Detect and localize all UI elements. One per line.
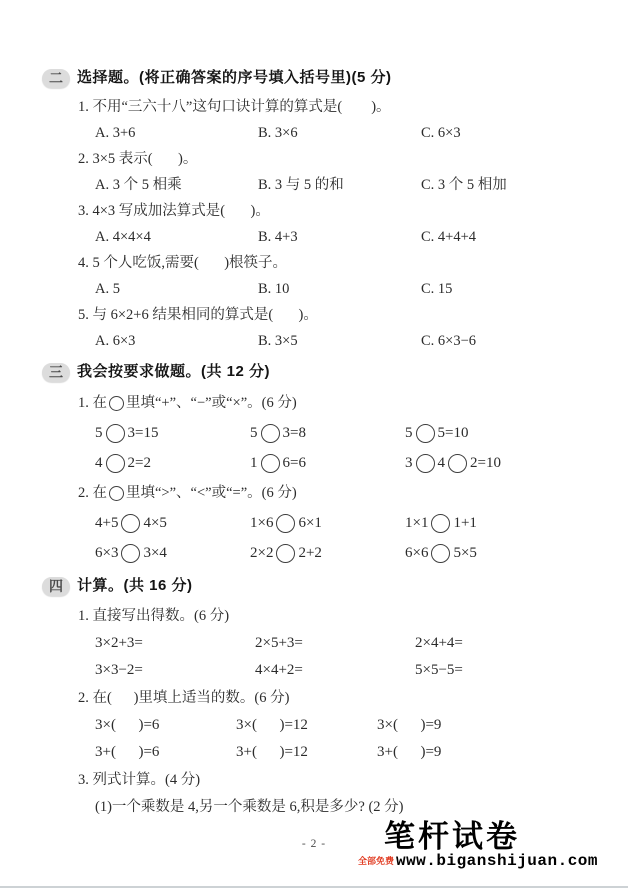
math-expression: 3×( )=6 — [95, 717, 160, 733]
expression-text: 3=8 — [282, 425, 306, 441]
math-expression — [250, 538, 405, 568]
math-expression — [405, 418, 468, 448]
fill-circle — [448, 454, 467, 473]
expression-text: 1×6 — [250, 515, 274, 531]
brand-logo-text: 笔杆试卷 — [383, 819, 520, 854]
expression-row — [95, 538, 604, 568]
option-a: A. 5 — [95, 281, 120, 297]
expression-text: 2×2 — [250, 545, 274, 561]
expression-text: 5 — [250, 425, 258, 441]
option-a: A. 6×3 — [95, 333, 136, 349]
expression-row — [95, 657, 604, 684]
expression-text: 2=10 — [470, 455, 501, 471]
math-expression: 3×3−2= — [95, 662, 143, 678]
option-c: C. 4+4+4 — [421, 229, 477, 245]
options-row — [95, 328, 604, 354]
page-number: - 2 - — [301, 838, 327, 850]
fill-circle — [106, 454, 125, 473]
expression-text: 3=15 — [127, 425, 159, 441]
expression-row — [95, 418, 604, 448]
question-4 — [42, 250, 604, 302]
fill-circle — [416, 454, 435, 473]
expression-text: 1 — [250, 455, 258, 471]
subquestion-label: 3. 列式计算。(4 分) — [78, 772, 201, 788]
worksheet-content — [42, 66, 604, 827]
expression-row — [95, 630, 604, 657]
expression-text: 5 — [95, 425, 103, 441]
expression-text: 1+1 — [453, 515, 477, 531]
expression-row — [95, 448, 604, 478]
expression-text: 3 — [405, 455, 413, 471]
expression-text: 2=2 — [127, 455, 151, 471]
question-stem: 2. 3×5 表示( )。 — [78, 151, 198, 167]
options-row — [95, 120, 604, 146]
math-expression — [250, 448, 405, 478]
free-badge: 全部免费 — [357, 856, 394, 866]
option-c: C. 6×3 — [421, 125, 461, 141]
math-expression — [95, 508, 250, 538]
expression-row — [95, 712, 604, 739]
subquestion-label — [78, 388, 604, 418]
math-expression: 3×( )=12 — [236, 717, 308, 733]
expression-text: 6×3 — [95, 545, 119, 561]
question-stem: 4. 5 个人吃饭,需要( )根筷子。 — [78, 255, 288, 271]
math-expression: 5×5−5= — [415, 662, 463, 678]
subquestion-label: 2. 在( )里填上适当的数。(6 分) — [78, 690, 290, 706]
section-title: 我会按要求做题。(共 12 分) — [77, 363, 271, 380]
section-title: 选择题。(将正确答案的序号填入括号里)(5 分) — [77, 69, 392, 86]
math-expression — [405, 508, 477, 538]
expression-row — [95, 739, 604, 766]
expression-text: 4 — [95, 455, 103, 471]
question-stem: 1. 不用“三六十八”这句口诀计算的算式是( )。 — [78, 99, 391, 115]
question-stem: 5. 与 6×2+6 结果相同的算式是( )。 — [78, 307, 318, 323]
section-header — [42, 574, 604, 598]
expression-text: 6=6 — [282, 455, 306, 471]
option-c: C. 15 — [421, 281, 453, 297]
label-suffix: 里填“+”、“−”或“×”。(6 分) — [126, 395, 297, 411]
math-expression: 3+( )=6 — [95, 744, 160, 760]
fill-circle — [431, 544, 450, 563]
section-calculation — [42, 574, 604, 821]
expression-row — [95, 508, 604, 538]
option-b: B. 3×6 — [258, 125, 298, 141]
expression-text: 3×4 — [143, 545, 167, 561]
site-watermark — [358, 820, 598, 870]
math-expression — [250, 508, 405, 538]
section-fill-circles — [42, 360, 604, 568]
option-b: B. 3 与 5 的和 — [258, 177, 344, 193]
math-expression — [95, 418, 250, 448]
expression-text: 6×1 — [298, 515, 322, 531]
fill-circle-icon — [109, 486, 124, 501]
math-expression: 2×4+4= — [415, 635, 463, 651]
math-expression — [95, 448, 250, 478]
math-expression: 3+( )=12 — [236, 744, 308, 760]
fill-circle — [276, 544, 295, 563]
question-2 — [42, 146, 604, 198]
expression-text: 4+5 — [95, 515, 119, 531]
section-title: 计算。(共 16 分) — [77, 577, 193, 594]
math-expression: 3×( )=9 — [377, 717, 442, 733]
option-c: C. 6×3−6 — [421, 333, 477, 349]
expression-text: 6×6 — [405, 545, 429, 561]
subquestion-label — [78, 478, 604, 508]
section-number-badge: 二 — [42, 69, 70, 88]
label-prefix: 1. 在 — [78, 395, 107, 411]
url-row — [358, 852, 598, 870]
options-row — [95, 172, 604, 198]
options-row — [95, 276, 604, 302]
fill-circle — [106, 424, 125, 443]
option-b: B. 10 — [258, 281, 290, 297]
fill-circle — [121, 514, 140, 533]
bottom-divider — [0, 886, 628, 888]
options-row — [95, 224, 604, 250]
option-a: A. 3+6 — [95, 125, 136, 141]
section-number-badge: 三 — [42, 363, 70, 382]
fill-circle — [261, 454, 280, 473]
question-stem: 3. 4×3 写成加法算式是( )。 — [78, 203, 270, 219]
math-expression: 3+( )=9 — [377, 744, 442, 760]
expression-text: 1×1 — [405, 515, 429, 531]
math-expression: 4×4+2= — [255, 662, 303, 678]
brand-row — [384, 820, 598, 854]
math-expression — [250, 418, 405, 448]
math-expression: 2×5+3= — [255, 635, 303, 651]
fill-circle — [121, 544, 140, 563]
math-expression — [95, 538, 250, 568]
expression-text: 5×5 — [453, 545, 477, 561]
label-prefix: 2. 在 — [78, 485, 107, 501]
label-suffix: 里填“>”、“<”或“=”。(6 分) — [126, 485, 297, 501]
question-3 — [42, 198, 604, 250]
question-1 — [42, 94, 604, 146]
section-multiple-choice — [42, 66, 604, 354]
expression-text: 2+2 — [298, 545, 322, 561]
option-b: B. 4+3 — [258, 229, 298, 245]
math-expression — [405, 538, 477, 568]
math-expression — [405, 448, 501, 478]
math-expression: 3×2+3= — [95, 635, 143, 651]
section-header — [42, 360, 604, 384]
fill-circle — [261, 424, 280, 443]
expression-text: 5 — [405, 425, 413, 441]
fill-circle — [431, 514, 450, 533]
site-url: www.biganshijuan.com — [395, 852, 598, 870]
option-a: A. 4×4×4 — [95, 229, 151, 245]
section-number-badge: 四 — [42, 577, 70, 596]
fill-circle-icon — [109, 396, 124, 411]
section-header — [42, 66, 604, 90]
expression-text: 5=10 — [437, 425, 469, 441]
fill-circle — [276, 514, 295, 533]
expression-text: 4×5 — [143, 515, 167, 531]
option-a: A. 3 个 5 相乘 — [95, 177, 182, 193]
expression-text: 4 — [437, 455, 445, 471]
option-b: B. 3×5 — [258, 333, 298, 349]
question-5 — [42, 302, 604, 354]
fill-circle — [416, 424, 435, 443]
subquestion-label: 1. 直接写出得数。(6 分) — [78, 608, 230, 624]
word-problem: (1)一个乘数是 4,另一个乘数是 6,积是多少? (2 分) — [95, 799, 404, 815]
option-c: C. 3 个 5 相加 — [421, 177, 507, 193]
